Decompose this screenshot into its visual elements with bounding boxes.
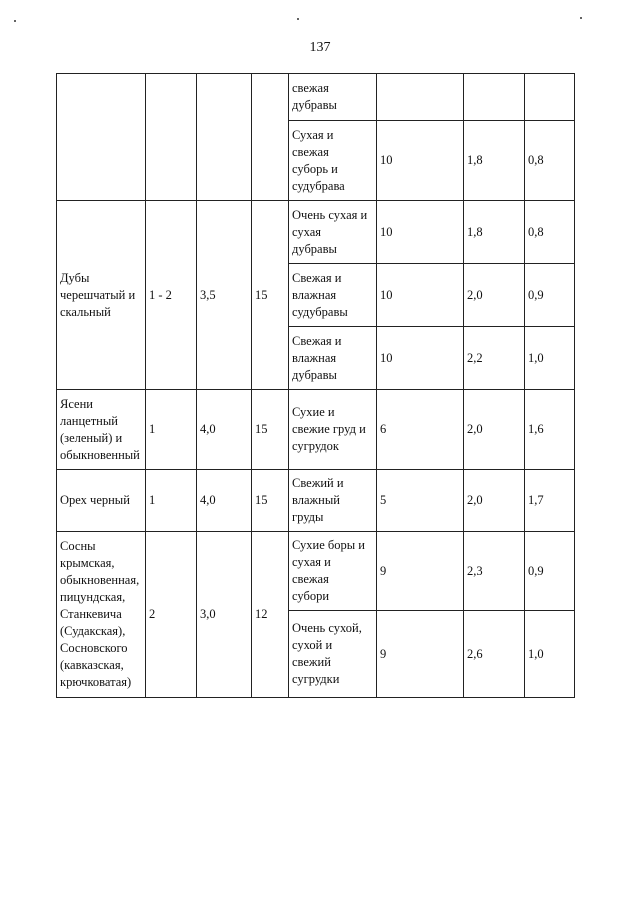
page-number: 137	[309, 40, 331, 55]
species-table	[56, 73, 575, 698]
species-cell: Ясени ланцетный (зеленый) и обыкновенный	[57, 390, 146, 470]
diameter-cell: 15	[252, 390, 289, 470]
height-cell: 4,0	[197, 390, 252, 470]
conditions-cell: Очень сухой, сухой и свежий сугрудки	[289, 611, 377, 698]
table-row	[57, 532, 575, 611]
value-cell	[377, 74, 464, 121]
value-cell: 5	[377, 470, 464, 532]
value-cell: 9	[377, 611, 464, 698]
diameter-cell: 15	[252, 201, 289, 390]
height-cell: 3,5	[197, 201, 252, 390]
value-cell: 2,3	[464, 532, 525, 611]
scan-speck	[14, 20, 16, 22]
value-cell: 2,2	[464, 327, 525, 390]
conditions-cell: Свежая и влажная судубравы	[289, 264, 377, 327]
value-cell	[525, 74, 575, 121]
height-cell: 3,0	[197, 532, 252, 698]
conditions-cell: Свежий и влажный груды	[289, 470, 377, 532]
value-cell: 1,6	[525, 390, 575, 470]
value-cell	[464, 74, 525, 121]
value-cell: 1,0	[525, 611, 575, 698]
scan-speck	[580, 17, 582, 19]
table-row	[57, 74, 575, 121]
age-cell: 1	[146, 470, 197, 532]
value-cell: 1,0	[525, 327, 575, 390]
diameter-cell: 15	[252, 470, 289, 532]
conditions-cell: Сухие боры и сухая и свежая субори	[289, 532, 377, 611]
value-cell: 0,8	[525, 201, 575, 264]
species-cell: Сосны крымская, обыкновенная, пицундская, Станкевича (Судакская), Сосновского (кавказская, крючковатая)	[57, 532, 146, 698]
value-cell: 2,0	[464, 390, 525, 470]
value-cell: 9	[377, 532, 464, 611]
diameter-cell	[252, 74, 289, 201]
height-cell	[197, 74, 252, 201]
age-cell	[146, 74, 197, 201]
table-row	[57, 201, 575, 264]
diameter-cell: 12	[252, 532, 289, 698]
value-cell: 0,8	[525, 121, 575, 201]
species-cell: Дубы черешчатый и скальный	[57, 201, 146, 390]
conditions-cell: Свежая и влажная дубравы	[289, 327, 377, 390]
value-cell: 1,8	[464, 201, 525, 264]
value-cell: 1,7	[525, 470, 575, 532]
table-row	[57, 470, 575, 532]
height-cell: 4,0	[197, 470, 252, 532]
value-cell: 2,0	[464, 264, 525, 327]
conditions-cell: Очень сухая и сухая дубравы	[289, 201, 377, 264]
age-cell: 1	[146, 390, 197, 470]
conditions-cell: свежая дубравы	[289, 74, 377, 121]
value-cell: 10	[377, 264, 464, 327]
value-cell: 0,9	[525, 264, 575, 327]
value-cell: 2,0	[464, 470, 525, 532]
value-cell: 10	[377, 201, 464, 264]
species-cell	[57, 74, 146, 201]
table-row	[57, 390, 575, 470]
value-cell: 10	[377, 121, 464, 201]
age-cell: 1 - 2	[146, 201, 197, 390]
value-cell: 0,9	[525, 532, 575, 611]
value-cell: 2,6	[464, 611, 525, 698]
value-cell: 10	[377, 327, 464, 390]
age-cell: 2	[146, 532, 197, 698]
conditions-cell: Сухая и свежая суборь и судубрава	[289, 121, 377, 201]
species-cell: Орех черный	[57, 470, 146, 532]
conditions-cell: Сухие и свежие груд и сугрудок	[289, 390, 377, 470]
scan-speck	[297, 18, 299, 20]
value-cell: 6	[377, 390, 464, 470]
value-cell: 1,8	[464, 121, 525, 201]
